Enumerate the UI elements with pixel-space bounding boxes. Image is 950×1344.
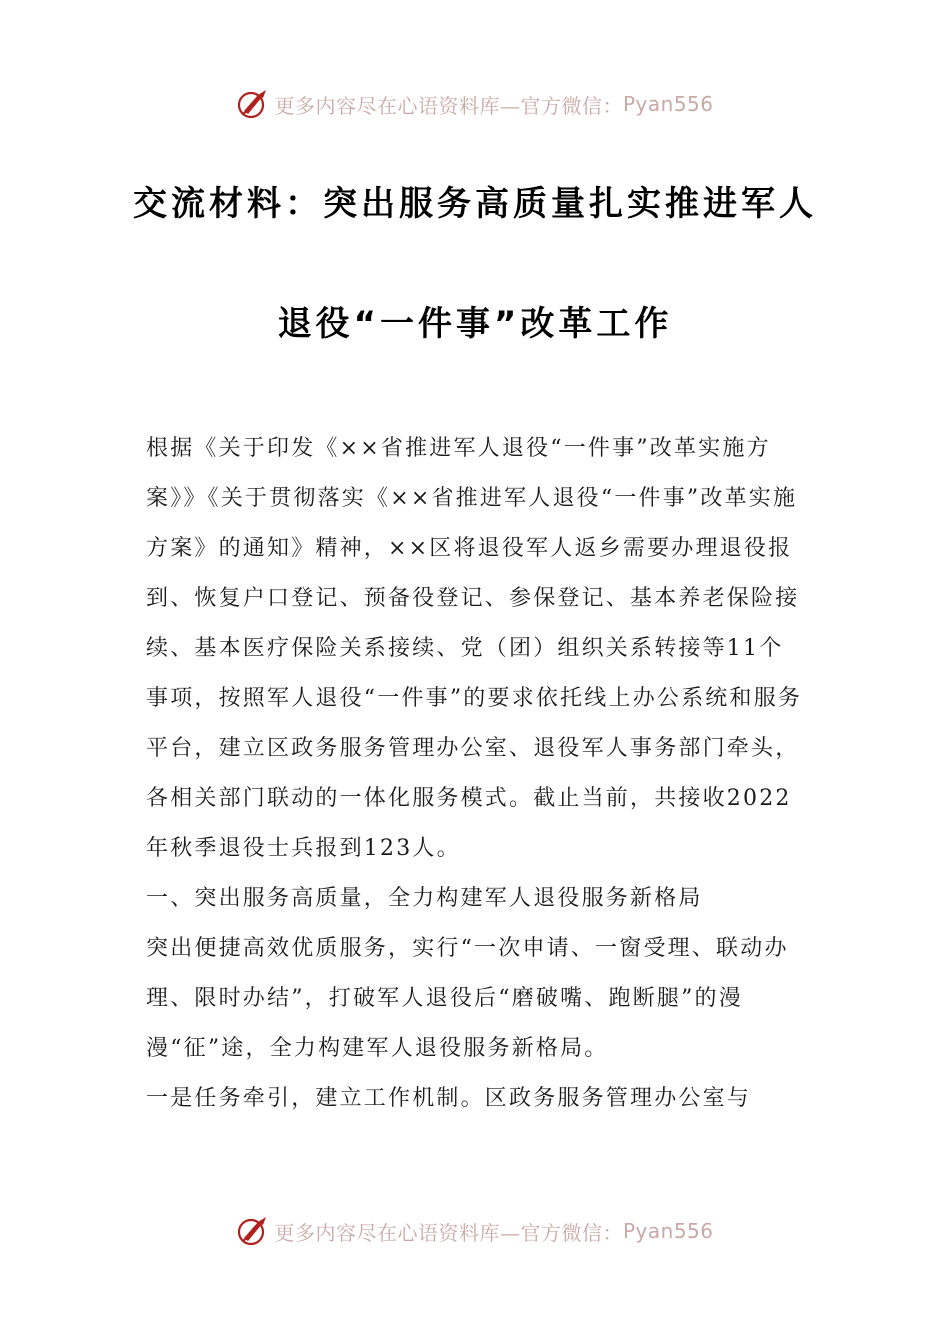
pen-nib-logo-icon (236, 1214, 270, 1248)
document-body (146, 424, 806, 1124)
header-banner (0, 84, 950, 124)
wechat-id: Pyan556 (622, 92, 714, 116)
footer-banner (0, 1211, 950, 1251)
document-title-line1: 交流材料：突出服务高质量扎实推进军人 (133, 184, 817, 224)
section-heading-1: 一、突出服务高质量，全力构建军人退役服务新格局 (146, 886, 703, 911)
pen-nib-logo-icon (236, 87, 270, 121)
wechat-id: Pyan556 (622, 1219, 714, 1243)
banner-text: 更多内容尽在心语资料库—官方微信： (274, 93, 623, 118)
paragraph-point-1: 一是任务牵引，建立工作机制。区政务服务管理办公室与 (146, 1086, 752, 1111)
document-title-line2: 退役“一件事”改革工作 (277, 304, 673, 344)
paragraph-section-1: 突出便捷高效优质服务，实行“一次申请、一窗受理、联动办理、限时办结”，打破军人退役后“磨破嘴、跑断腿”的漫漫“征”途，全力构建军人退役服务新格局。 (146, 936, 789, 1061)
paragraph-intro: 根据《关于印发《××省推进军人退役“一件事”改革实施方案》》《关于贯彻落实《××省推进军人退役“一件事”改革实施方案》的通知》精神，××区将退役军人返乡需要办理退役报到、恢复户口登记、预备役登记、参保登记、基本养老保险接续、基本医疗保险关系接续、党（团）组织关系转接等11个事项，按照军人退役“一件事”的要求依托线上办公系统和服务平台，建立区政务服务管理办公室、退役军人事务部门牵头，各相关部门联动的一体化服务模式。截止当前，共接收2022年秋季退役士兵报到123人。 (146, 436, 803, 861)
banner-text: 更多内容尽在心语资料库—官方微信： (274, 1220, 623, 1245)
